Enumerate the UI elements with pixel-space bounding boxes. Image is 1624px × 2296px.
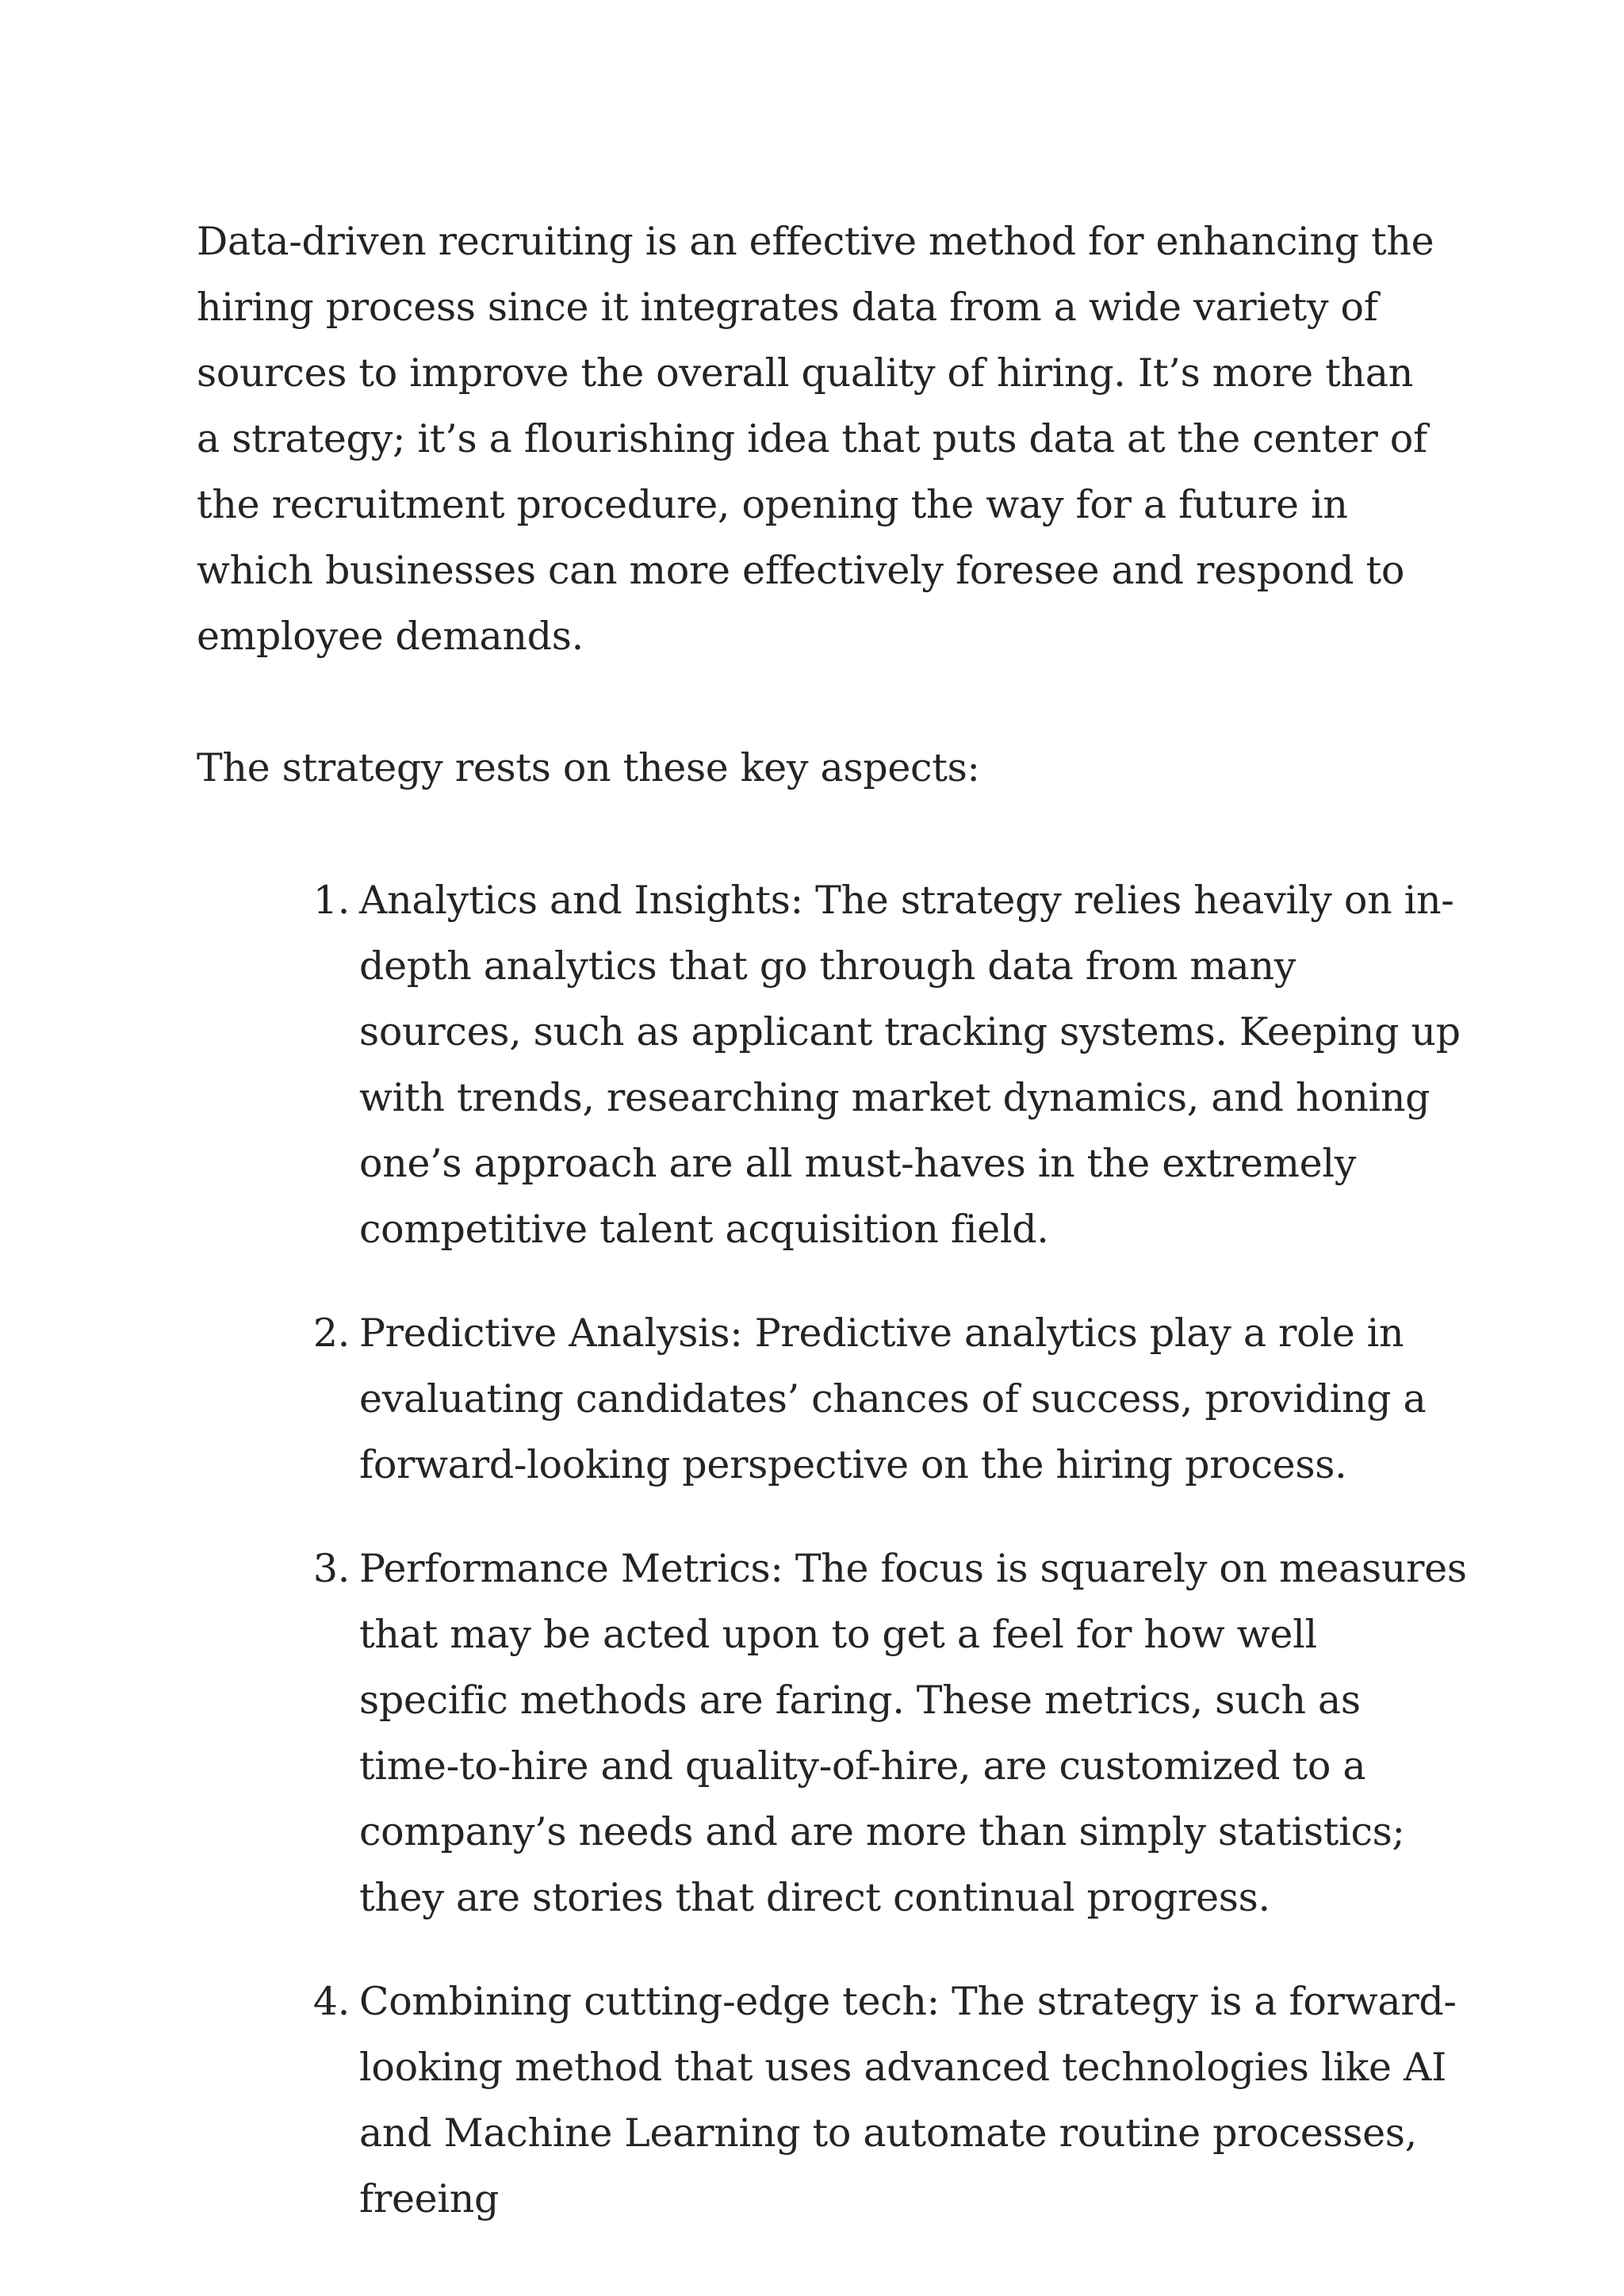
aspect-number: 3. [312,1546,350,1591]
aspect-item-cutting-edge-tech [312,1969,1469,2232]
intro-paragraph: Data-driven recruiting is an effective method for enhancing the hiring process since it integrates data from a wide variety of sources to improve the overall quality of hiring. It’s more than a strategy; it’s a flourishing idea that puts data at the center of the recruitment procedure, opening the way for a future in which businesses can more effectively foresee and respond to employee demands. [197,219,1434,659]
aspect-text: Performance Metrics: The focus is squarely on measures that may be acted upon to get a feel for how well specific methods are faring. These metrics, such as time-to-hire and quality-of-hire, are customized to a company’s needs and are more than simply statistics; they are stories that direct continual progress. [359,1546,1467,1920]
aspect-item-predictive-analysis [312,1300,1469,1498]
aspect-number: 4. [312,1979,350,2024]
aspects-lead-paragraph: The strategy rests on these key aspects: [197,745,980,790]
aspect-item-analytics-insights [312,867,1469,1262]
aspect-text: Combining cutting-edge tech: The strategy is a forward-looking method that uses advanced technologies like AI and Machine Learning to automate routine processes, freeing [359,1979,1457,2221]
aspect-number: 1. [312,878,350,923]
aspect-text: Predictive Analysis: Predictive analytics play a role in evaluating candidates’ chances of success, providing a forward-looking perspective on the hiring process. [359,1311,1427,1487]
article-body [197,209,1467,2270]
aspect-item-performance-metrics [312,1536,1469,1931]
key-aspects-list [197,867,1469,2232]
aspect-number: 2. [312,1311,350,1356]
aspect-text: Analytics and Insights: The strategy relies heavily on in-depth analytics that go through data from many sources, such as applicant tracking systems. Keeping up with trends, researching market dynamics, and honing one’s approach are all must-haves in the extremely competitive talent acquisition field. [359,878,1461,1252]
